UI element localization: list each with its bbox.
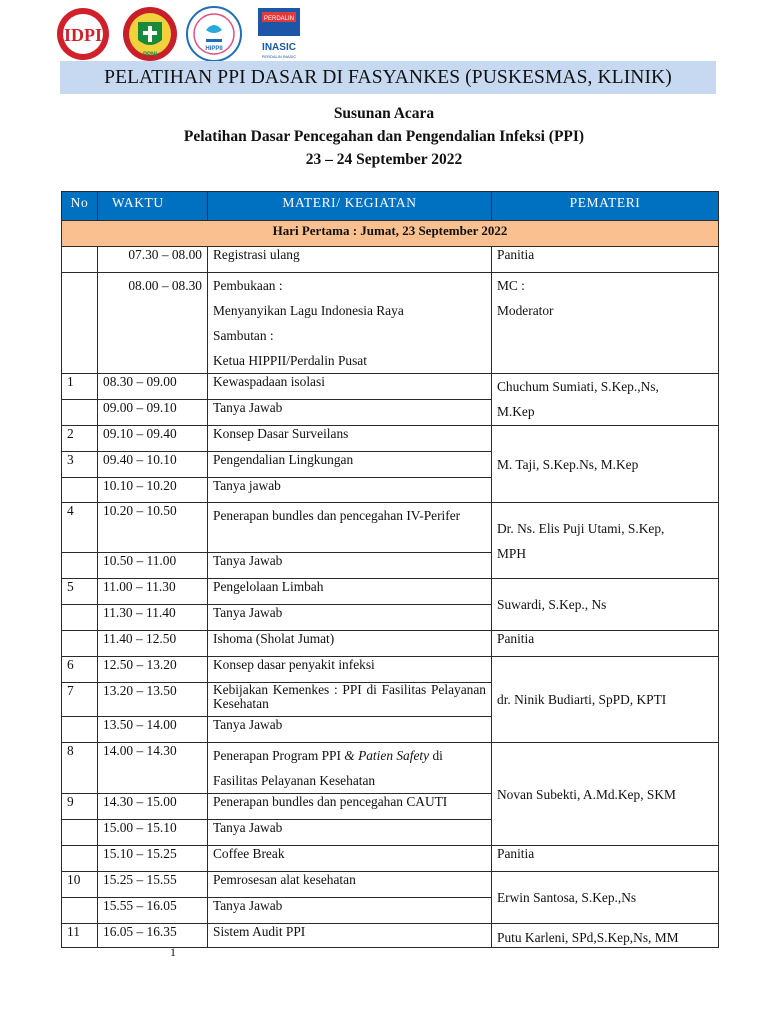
row-time: 08.00 – 08.30 [128, 278, 202, 293]
row-speaker: Putu Karleni, SPd,S.Kep,Ns, MM [492, 924, 719, 948]
row-no [62, 247, 98, 273]
col-header-time: WAKTU [98, 192, 208, 221]
row-activity: Tanya jawab [208, 478, 492, 503]
row-activity: Ishoma (Sholat Jumat) [208, 631, 492, 657]
row-time: 12.50 – 13.20 [98, 657, 208, 683]
row-time: 10.20 – 10.50 [98, 503, 208, 553]
ppi-logo-text: IDPI [63, 25, 103, 45]
row-activity [208, 273, 492, 374]
table-header-row [62, 192, 719, 221]
row-activity: Tanya Jawab [208, 400, 492, 426]
row-no [62, 478, 98, 503]
hippii-logo-text: HIPPII [205, 46, 223, 52]
row-time: 09.40 – 10.10 [98, 452, 208, 478]
row-time: 10.10 – 10.20 [98, 478, 208, 503]
banner-title: PELATIHAN PPI DASAR DI FASYANKES (PUSKESMAS, KLINIK) [104, 66, 672, 88]
row-no: 2 [62, 426, 98, 452]
table-row [62, 743, 719, 794]
row-time: 15.00 – 15.10 [98, 820, 208, 846]
row-no: 11 [62, 924, 98, 948]
row-speaker: Panitia [492, 247, 719, 273]
table-row [62, 374, 719, 400]
hippii-logo [184, 6, 244, 62]
row-speaker: Panitia [492, 846, 719, 872]
title-banner [60, 61, 716, 94]
col-header-no: No [62, 192, 98, 221]
row-activity: Tanya Jawab [208, 605, 492, 631]
col-header-activity: MATERI/ KEGIATAN [208, 192, 492, 221]
page-number: 1 [170, 945, 176, 959]
perdalin-logo-text: PERDALIN INASIC [261, 54, 297, 59]
row-speaker: Erwin Santosa, S.Kep.,Ns [492, 872, 719, 924]
row-time: 13.20 – 13.50 [98, 683, 208, 717]
ppni-logo-text: PPNI [142, 52, 158, 58]
table-row [62, 657, 719, 683]
row-speaker: M. Taji, S.Kep.Ns, M.Kep [492, 426, 719, 503]
row-time: 07.30 – 08.00 [98, 247, 208, 273]
row-time: 15.25 – 15.55 [98, 872, 208, 898]
col-header-speaker: PEMATERI [492, 192, 719, 221]
row-activity: Coffee Break [208, 846, 492, 872]
row-activity: Tanya Jawab [208, 898, 492, 924]
table-row [62, 579, 719, 605]
row-time: 09.00 – 09.10 [98, 400, 208, 426]
row-speaker [492, 503, 719, 579]
svg-text:PERDALIN: PERDALIN [263, 16, 295, 22]
activity-line: Sambutan : [213, 328, 274, 343]
activity-line: Fasilitas Pelayanan Kesehatan [213, 773, 376, 788]
row-activity: Tanya Jawab [208, 717, 492, 743]
speaker-line: Moderator [497, 303, 554, 318]
row-time: 11.30 – 11.40 [98, 605, 208, 631]
svg-text:INASIC: INASIC [262, 42, 296, 53]
table-row [62, 247, 719, 273]
training-title: Pelatihan Dasar Pencegahan dan Pengendalian Infeksi (PPI) [183, 128, 585, 145]
row-activity: Registrasi ulang [208, 247, 492, 273]
row-activity: Penerapan bundles dan pencegahan IV-Perifer [208, 503, 492, 553]
row-no [62, 820, 98, 846]
row-no [62, 631, 98, 657]
activity-line: Menyanyikan Lagu Indonesia Raya [213, 303, 404, 318]
row-no [62, 717, 98, 743]
row-speaker [492, 273, 719, 374]
row-time: 11.00 – 11.30 [98, 579, 208, 605]
row-speaker: Novan Subekti, A.Md.Kep, SKM [492, 743, 719, 846]
training-dates: 23 – 24 September 2022 [305, 151, 463, 168]
row-time: 10.50 – 11.00 [98, 553, 208, 579]
row-activity: Pemrosesan alat kesehatan [208, 872, 492, 898]
row-time: 09.10 – 09.40 [98, 426, 208, 452]
row-no [62, 553, 98, 579]
row-no [62, 273, 98, 374]
row-no: 9 [62, 794, 98, 820]
row-activity: Tanya Jawab [208, 820, 492, 846]
activity-line: Pembukaan : [213, 278, 283, 293]
row-no: 4 [62, 503, 98, 553]
row-no: 6 [62, 657, 98, 683]
speaker-line: Chuchum Sumiati, S.Kep.,Ns, [497, 379, 659, 394]
ppi-logo [50, 6, 116, 62]
speaker-line: M.Kep [497, 404, 535, 419]
day-label: Hari Pertama : Jumat, 23 September 2022 [62, 221, 719, 247]
row-time: 08.30 – 09.00 [98, 374, 208, 400]
row-activity: Kebijakan Kemenkes : PPI di Fasilitas Pelayanan Kesehatan [208, 683, 492, 717]
row-time: 13.50 – 14.00 [98, 717, 208, 743]
activity-line: Ketua HIPPII/Perdalin Pusat [213, 353, 367, 368]
logo-strip [50, 6, 310, 62]
row-activity: Sistem Audit PPI [208, 924, 492, 948]
speaker-line: Dr. Ns. Elis Puji Utami, S.Kep, [497, 520, 665, 536]
row-no [62, 605, 98, 631]
table-row [62, 273, 719, 374]
row-speaker: dr. Ninik Budiarti, SpPD, KPTI [492, 657, 719, 743]
row-time: 11.40 – 12.50 [98, 631, 208, 657]
table-row [62, 846, 719, 872]
ppni-logo [120, 6, 180, 62]
row-time: 14.30 – 15.00 [98, 794, 208, 820]
row-no [62, 400, 98, 426]
row-speaker [492, 374, 719, 426]
row-no: 3 [62, 452, 98, 478]
row-activity: Kewaspadaan isolasi [208, 374, 492, 400]
row-time: 16.05 – 16.35 [98, 924, 208, 948]
day-row [62, 221, 719, 247]
perdalin-logo [248, 6, 310, 62]
row-activity: Penerapan bundles dan pencegahan CAUTI [208, 794, 492, 820]
row-no: 1 [62, 374, 98, 400]
row-no: 7 [62, 683, 98, 717]
row-activity: Konsep Dasar Surveilans [208, 426, 492, 452]
row-no: 10 [62, 872, 98, 898]
table-row [62, 924, 719, 948]
table-row [62, 426, 719, 452]
speaker-line: MC : [497, 278, 525, 293]
row-time: 14.00 – 14.30 [98, 743, 208, 794]
row-activity [208, 743, 492, 794]
row-activity: Tanya Jawab [208, 553, 492, 579]
row-no [62, 898, 98, 924]
schedule-table [61, 191, 719, 948]
row-no: 5 [62, 579, 98, 605]
activity-line: Penerapan Program PPI & Patien Safety di [213, 748, 443, 763]
row-activity: Konsep dasar penyakit infeksi [208, 657, 492, 683]
row-no: 8 [62, 743, 98, 794]
row-speaker: Panitia [492, 631, 719, 657]
row-speaker: Suwardi, S.Kep., Ns [492, 579, 719, 631]
row-time: 15.10 – 15.25 [98, 846, 208, 872]
row-no [62, 846, 98, 872]
row-activity: Pengelolaan Limbah [208, 579, 492, 605]
row-activity: Pengendalian Lingkungan [208, 452, 492, 478]
table-row [62, 503, 719, 553]
schedule-heading: Susunan Acara [333, 105, 435, 122]
speaker-line: MPH [497, 545, 527, 561]
table-row [62, 872, 719, 898]
row-time: 15.55 – 16.05 [98, 898, 208, 924]
table-row [62, 631, 719, 657]
